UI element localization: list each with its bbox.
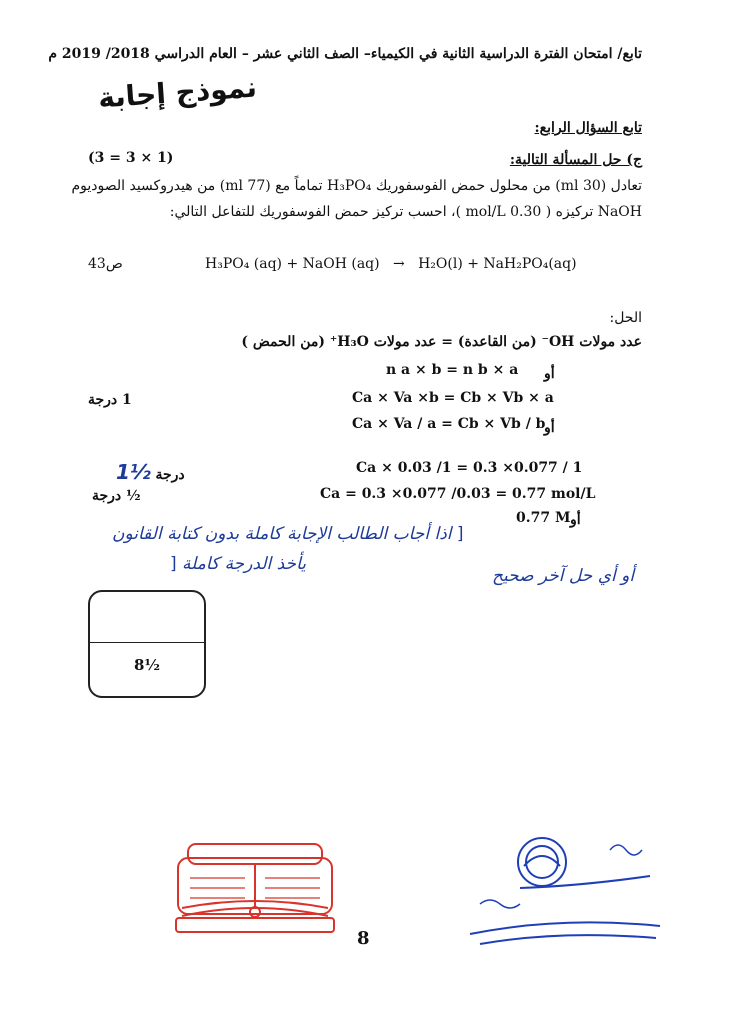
grade-1: 1 درجة <box>88 392 132 408</box>
products: H₂O(l) + NaH₂PO₄(aq) <box>418 256 577 272</box>
solution-line-1 <box>241 334 642 350</box>
moles-word: عدد مولات <box>579 334 642 350</box>
question-label <box>510 152 642 168</box>
reaction-arrow: → <box>392 256 405 272</box>
grade-2-label: درجة <box>155 467 185 483</box>
moles-relation: OH⁻ (من القاعدة) = عدد مولات H₃O⁺ (من الحمض ) <box>241 334 575 350</box>
red-stamp-icon <box>170 838 340 936</box>
equation-1: n a × b = n b × a <box>386 362 519 378</box>
equation-2: Ca × Va ×b = Cb × Vb × a <box>352 390 554 406</box>
handwritten-note-2: يأخذ الدرجة كاملة [ <box>170 554 306 574</box>
score-box-divider <box>90 642 204 643</box>
grade-2 <box>116 460 185 484</box>
page-reference: ص43 <box>88 256 123 272</box>
or-label-1: أو <box>544 366 555 382</box>
equation-5: Ca = 0.3 ×0.077 /0.03 = 0.77 mol/L <box>320 486 596 502</box>
question-marks: (3 = 3 × 1) <box>88 150 174 166</box>
grade-3: ½ درجة <box>92 488 141 504</box>
question-line-1: تعادل (30 ml) من محلول حمض الفوسفوريك H₃PO₄ تماماً مع (77 ml) من هيدروكسيد الصوديوم <box>71 178 642 194</box>
reaction-equation <box>205 256 577 272</box>
handwritten-note-1: [ اذا أجاب الطالب الإجابة كاملة بدون كتابة القانون <box>112 524 464 544</box>
or-label-3: أو <box>570 512 581 528</box>
handwritten-note-3: أو أي حل آخر صحيح <box>492 566 635 586</box>
question-label-text: ج) حل المسألة التالية: <box>509 152 642 168</box>
solution-label: الحل: <box>609 310 642 326</box>
score-total: 8½ <box>133 656 161 674</box>
exam-header: تابع/ امتحان الفترة الدراسية الثانية في الكيمياء– الصف الثاني عشر – العام الدراسي 2018/ 2019 م <box>48 46 642 62</box>
page-number: 8 <box>357 928 370 949</box>
score-box <box>88 590 206 698</box>
model-answer-title: نموذج إجابة <box>97 70 258 115</box>
equation-6: 0.77 M <box>516 510 571 526</box>
question-line-2: NaOH تركيزه ( 0.30 mol/L )، احسب تركيز حمض الفوسفوريك للتفاعل التالي: <box>169 204 642 220</box>
section-title: تابع السؤال الرابع: <box>534 120 642 136</box>
equation-4: Ca × 0.03 /1 = 0.3 ×0.077 / 1 <box>356 460 583 476</box>
grade-2-handwritten: 1½ <box>116 460 151 484</box>
equation-3: Ca × Va / a = Cb × Vb / b <box>352 416 546 432</box>
blue-stamp-icon <box>460 826 670 956</box>
reactants: H₃PO₄ (aq) + NaOH (aq) <box>205 256 380 272</box>
or-label-2: أو <box>544 420 555 436</box>
